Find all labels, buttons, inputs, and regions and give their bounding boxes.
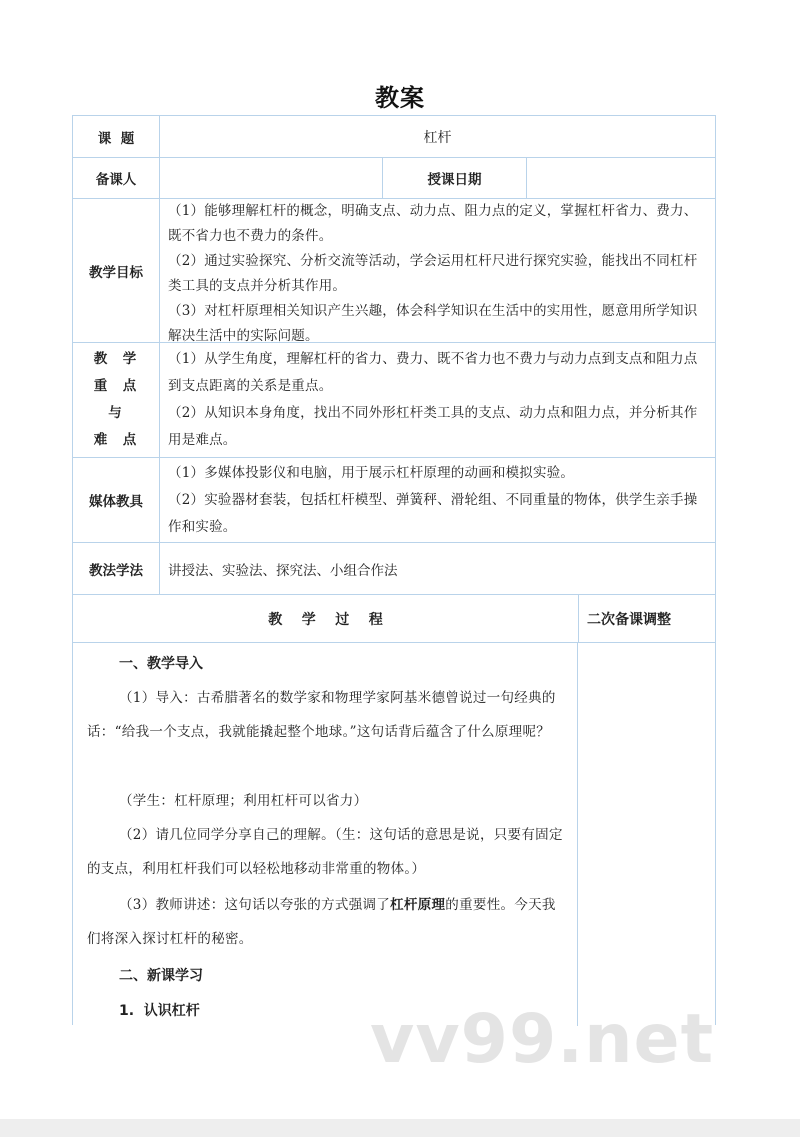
media-content	[160, 458, 715, 542]
process-header-row	[73, 595, 715, 643]
key-point-item: （2）从知识本身角度，找出不同外形杠杆类工具的支点、动力点和阻力点，并分析其作用是难点。	[168, 405, 698, 448]
lesson-plan-table	[72, 115, 716, 1025]
paragraph: （2）请几位同学分享自己的理解。（生：这句话的意思是说，只要有固定的支点，利用杠杆我们可以轻松地移动非常重的物体。）	[87, 827, 563, 877]
page-bottom-band	[0, 1119, 800, 1137]
paragraph: （学生：杠杆原理；利用杠杆可以省力）	[119, 793, 368, 809]
section-heading: 一、教学导入	[119, 656, 203, 672]
side-header: 二次备课调整	[587, 611, 671, 628]
paragraph-text: （3）教师讲述：这句话以夸张的方式强调了	[119, 897, 391, 913]
key-points-label-line: 与	[108, 405, 124, 421]
preparer-row	[73, 158, 715, 199]
subsection-heading: 1. 认识杠杆	[119, 1003, 200, 1019]
watermark: vv99.net	[370, 1000, 715, 1079]
topic-row	[73, 116, 715, 158]
date-label: 授课日期	[383, 158, 527, 198]
key-points-label-line: 难 点	[93, 432, 139, 448]
paragraph	[87, 888, 565, 956]
key-points-label-line: 重 点	[93, 378, 139, 394]
document-title: 教案	[375, 84, 425, 112]
media-item: （1）多媒体投影仪和电脑，用于展示杠杆原理的动画和模拟实验。	[168, 465, 575, 481]
media-label: 媒体教具	[73, 458, 160, 542]
date-value	[527, 158, 715, 198]
media-item: （2）实验器材套装，包括杠杆模型、弹簧秤、滑轮组、不同重量的物体，供学生亲手操作和实验。	[168, 492, 698, 535]
process-header: 教 学 过 程	[73, 595, 579, 642]
methods-value: 讲授法、实验法、探究法、小组合作法	[168, 562, 398, 579]
section-heading: 二、新课学习	[119, 968, 203, 984]
methods-row	[73, 543, 715, 595]
key-point-item: （1）从学生角度，理解杠杆的省力、费力、既不省力也不费力与动力点到支点和阻力点到支点距离的关系是重点。	[168, 351, 698, 394]
media-row	[73, 458, 715, 543]
goal-item: （2）通过实验探究、分析交流等活动，学会运用杠杆尺进行探究实验，能找出不同杠杆类工具的支点并分析其作用。	[168, 253, 698, 294]
side-notes-column	[579, 643, 715, 1026]
paragraph-text: 的重要性。今天我们将深入探讨杠杆的秘密。	[87, 897, 556, 947]
topic-label: 课 题	[73, 116, 160, 157]
methods-label: 教法学法	[73, 543, 160, 594]
goals-content	[160, 199, 715, 342]
key-points-row	[73, 343, 715, 458]
goal-item: （1）能够理解杠杆的概念，明确支点、动力点、阻力点的定义，掌握杠杆省力、费力、既不省力也不费力的条件。	[168, 203, 698, 244]
goals-row	[73, 199, 715, 343]
emphasis-text: 杠杆原理	[390, 897, 446, 913]
topic-value: 杠杆	[423, 129, 452, 146]
goals-label: 教学目标	[73, 199, 160, 342]
preparer-value	[160, 158, 383, 198]
key-points-content	[160, 343, 715, 457]
key-points-label-line: 教 学	[93, 351, 139, 367]
paragraph: （1）导入：古希腊著名的数学家和物理学家阿基米德曾说过一句经典的话：“给我一个支点，我就能撬起整个地球。”这句话背后蕴含了什么原理呢？	[87, 690, 556, 740]
preparer-label: 备课人	[73, 158, 160, 198]
process-body	[73, 643, 578, 1026]
goal-item: （3）对杠杆原理相关知识产生兴趣，体会科学知识在生活中的实用性，愿意用所学知识解决生活中的实际问题。	[168, 303, 698, 344]
key-points-label	[73, 343, 160, 457]
